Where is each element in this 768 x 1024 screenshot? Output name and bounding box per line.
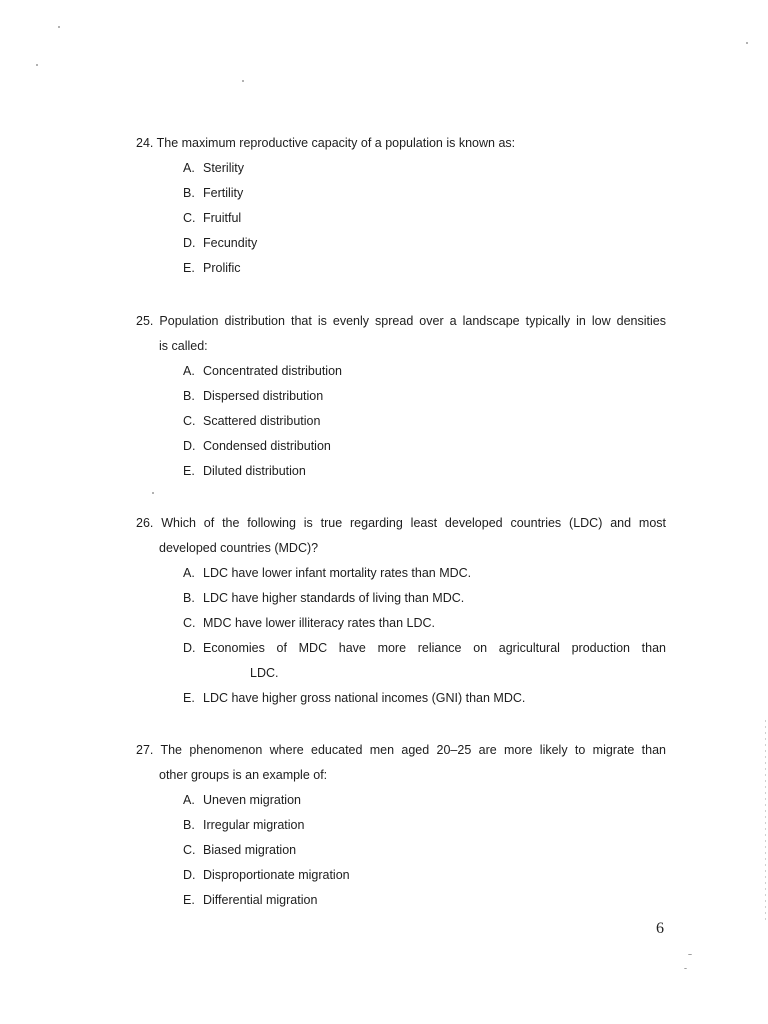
option-letter: C.: [183, 414, 196, 428]
option-text: Biased migration: [203, 843, 297, 857]
option-text: Condensed distribution: [203, 439, 331, 453]
option-letter: B.: [183, 591, 195, 605]
question-24-option-e: [183, 256, 666, 281]
question-27: [136, 738, 666, 913]
question-25-option-d: [183, 434, 666, 459]
question-25-options: [136, 359, 666, 484]
option-text: Fecundity: [203, 236, 258, 250]
scan-speck: [36, 64, 38, 66]
question-24-option-c: [183, 206, 666, 231]
question-24-option-b: [183, 181, 666, 206]
option-text: Disproportionate migration: [203, 868, 350, 882]
option-letter: B.: [183, 186, 195, 200]
option-text: Sterility: [203, 161, 244, 175]
option-letter: E.: [183, 261, 195, 275]
option-text: Economies of MDC have more reliance on agricultural production than: [203, 641, 666, 655]
option-text: LDC have higher gross national incomes (GNI) than MDC.: [203, 691, 526, 705]
question-26-option-d-continued: [183, 661, 666, 686]
option-letter: D.: [183, 868, 196, 882]
option-text: Diluted distribution: [203, 464, 306, 478]
page-number: 6: [656, 920, 664, 937]
question-24-option-a: [183, 156, 666, 181]
question-24-options: [136, 156, 666, 281]
question-27-stem: 27. The phenomenon where educated men aged 20–25 are more likely to migrate than: [136, 743, 666, 757]
option-text: Differential migration: [203, 893, 318, 907]
scan-edge-line: [765, 720, 766, 920]
option-letter: B.: [183, 818, 195, 832]
question-24-option-d: [183, 231, 666, 256]
question-24: [136, 131, 666, 281]
question-25-option-a: [183, 359, 666, 384]
scan-speck: [58, 26, 60, 28]
question-25-option-e: [183, 459, 666, 484]
option-letter: C.: [183, 211, 196, 225]
option-letter: C.: [183, 843, 196, 857]
question-26-option-b: [183, 586, 666, 611]
option-text: Prolific: [203, 261, 241, 275]
option-letter: D.: [183, 641, 196, 655]
question-26-stem: 26. Which of the following is true regarding least developed countries (LDC) and most: [136, 516, 666, 530]
option-text: Irregular migration: [203, 818, 305, 832]
scan-speck: [152, 492, 154, 494]
option-text: Concentrated distribution: [203, 364, 342, 378]
question-25-stem: 25. Population distribution that is evenly spread over a landscape typically in low densities: [136, 314, 666, 328]
option-text: LDC have lower infant mortality rates than MDC.: [203, 566, 472, 580]
option-letter: D.: [183, 236, 196, 250]
question-26: [136, 511, 666, 711]
question-26-option-a: [183, 561, 666, 586]
option-letter: E.: [183, 893, 195, 907]
question-27-option-c: [183, 838, 666, 863]
option-text: LDC have higher standards of living than MDC.: [203, 591, 465, 605]
question-27-options: [136, 788, 666, 913]
question-25: [136, 309, 666, 484]
question-24-stem: 24. The maximum reproductive capacity of a population is known as:: [136, 136, 516, 150]
option-letter: A.: [183, 161, 195, 175]
option-letter: A.: [183, 364, 195, 378]
scan-speck: [688, 954, 692, 955]
question-27-option-d: [183, 863, 666, 888]
option-letter: E.: [183, 691, 195, 705]
option-letter: B.: [183, 389, 195, 403]
scan-speck: [746, 42, 748, 44]
option-text: Fertility: [203, 186, 244, 200]
question-26-stem-continued: developed countries (MDC)?: [159, 541, 319, 555]
question-25-option-b: [183, 384, 666, 409]
question-27-stem-continued: other groups is an example of:: [159, 768, 328, 782]
question-25-option-c: [183, 409, 666, 434]
option-text-continued: LDC.: [250, 666, 279, 680]
option-text: Fruitful: [203, 211, 242, 225]
option-text: MDC have lower illiteracy rates than LDC.: [203, 616, 436, 630]
option-letter: E.: [183, 464, 195, 478]
question-27-option-a: [183, 788, 666, 813]
option-letter: A.: [183, 566, 195, 580]
scan-speck: [684, 968, 687, 969]
question-27-option-e: [183, 888, 666, 913]
option-letter: A.: [183, 793, 195, 807]
option-letter: D.: [183, 439, 196, 453]
scan-speck: [242, 80, 244, 82]
option-letter: C.: [183, 616, 196, 630]
question-26-option-c: [183, 611, 666, 636]
question-26-option-e: [183, 686, 666, 711]
question-26-options: [136, 561, 666, 711]
option-text: Dispersed distribution: [203, 389, 324, 403]
question-27-option-b: [183, 813, 666, 838]
option-text: Scattered distribution: [203, 414, 321, 428]
option-text: Uneven migration: [203, 793, 301, 807]
question-26-option-d: [183, 636, 666, 661]
question-25-stem-continued: is called:: [159, 339, 208, 353]
